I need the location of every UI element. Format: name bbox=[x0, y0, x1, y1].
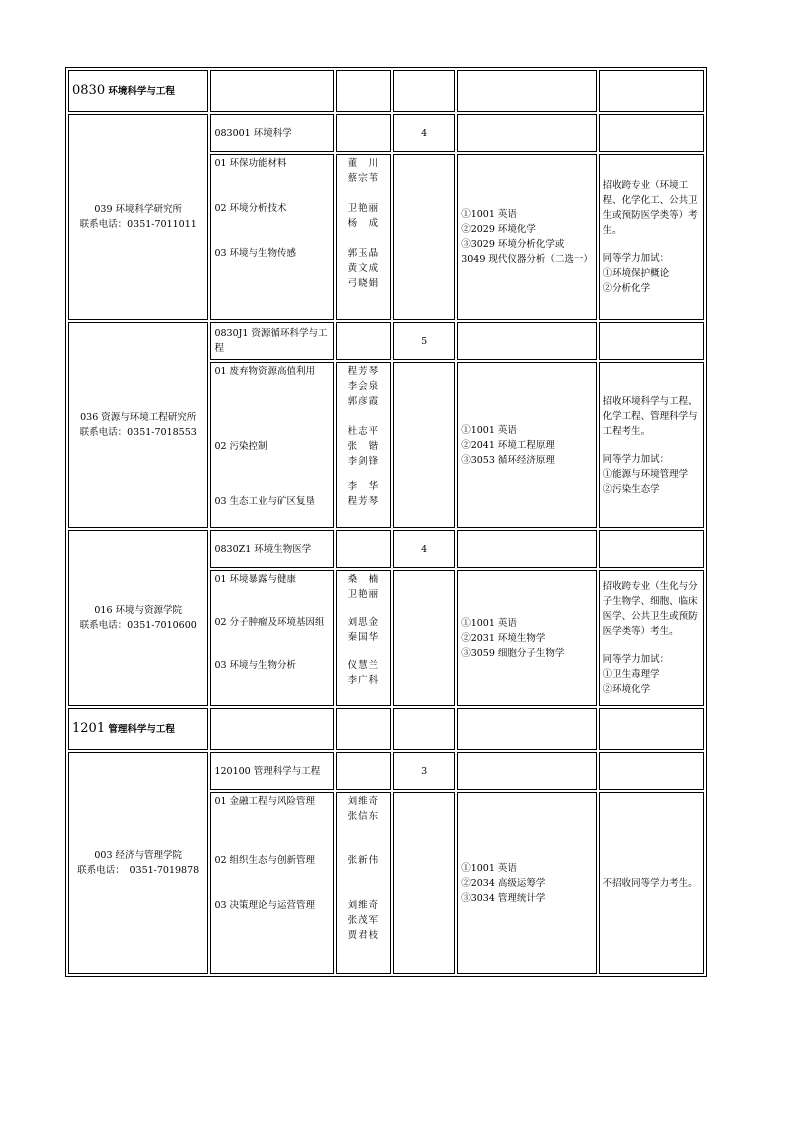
major-name: 0830J1 资源循环科学与工程 bbox=[210, 322, 333, 360]
major-row bbox=[68, 530, 704, 568]
empty-cell bbox=[599, 708, 704, 750]
institute-phone: 联系电话：0351-7011011 bbox=[79, 219, 197, 230]
supervisors-cell bbox=[336, 570, 391, 706]
supervisor-name: 桑 楠 bbox=[347, 574, 380, 585]
major-row bbox=[68, 322, 704, 360]
major-name: 120100 管理科学与工程 bbox=[210, 752, 333, 790]
empty-cell bbox=[599, 70, 704, 112]
directions-cell bbox=[210, 570, 333, 706]
direction-name: 03 环境与生物分析 bbox=[214, 660, 297, 671]
empty-cell bbox=[210, 70, 333, 112]
institute-phone: 联系电话：0351-7018553 bbox=[79, 427, 197, 438]
empty-cell bbox=[210, 708, 333, 750]
notes-cell bbox=[599, 570, 704, 706]
supervisor-name: 李会泉 bbox=[347, 381, 380, 392]
empty-cell bbox=[336, 70, 391, 112]
supervisor-name: 郭彦霞 bbox=[347, 396, 380, 407]
empty-cell bbox=[336, 752, 391, 790]
supervisor-name: 弓晓娟 bbox=[347, 278, 380, 289]
discipline-row bbox=[68, 70, 704, 112]
note-text: 同等学力加试： bbox=[602, 253, 670, 264]
directions-cell bbox=[210, 154, 333, 320]
direction-name: 02 分子肿瘤及环境基因组 bbox=[214, 617, 325, 628]
direction-name: 01 金融工程与风险管理 bbox=[214, 796, 316, 807]
supervisor-name: 刘维奇 bbox=[347, 796, 380, 807]
major-row bbox=[68, 752, 704, 790]
note-text: ①能源与环境管理学 bbox=[602, 468, 689, 480]
supervisor-name: 杜志平 bbox=[347, 426, 380, 437]
exam-subject: ①1001 英语 bbox=[461, 617, 517, 629]
supervisor-name: 董 川 bbox=[347, 158, 380, 169]
empty-cell bbox=[599, 114, 704, 152]
note-text: ②污染生态学 bbox=[602, 483, 660, 495]
note-text bbox=[603, 639, 700, 652]
major-name: 083001 环境科学 bbox=[210, 114, 333, 152]
note-text: ①环境保护概论 bbox=[602, 268, 670, 279]
note-text: 招收跨专业（生化与分子生物学、细胞、临床医学、公共卫生或预防医学类等）考生。 bbox=[602, 581, 698, 637]
empty-cell bbox=[457, 70, 596, 112]
note-text: 不招收同等学力考生。 bbox=[602, 877, 698, 889]
institute-cell bbox=[68, 322, 208, 528]
direction-name: 03 生态工业与矿区复垦 bbox=[214, 496, 316, 507]
direction-name: 02 环境分析技术 bbox=[214, 203, 287, 214]
quota: 3 bbox=[393, 752, 455, 790]
supervisor-name: 蔡宗苇 bbox=[347, 173, 380, 184]
supervisor-name: 秦国华 bbox=[347, 632, 380, 643]
supervisor-name: 程芳琴 bbox=[347, 496, 380, 507]
empty-cell bbox=[393, 570, 455, 706]
exam-subject: ③3053 循环经济原理 bbox=[461, 454, 555, 466]
institute-name: 003 经济与管理学院 bbox=[94, 850, 183, 861]
exam-subject: ③3029 环境分析化学或 bbox=[461, 239, 565, 250]
supervisor-name: 贾君枝 bbox=[347, 930, 380, 941]
notes-cell bbox=[599, 792, 704, 974]
direction-name: 02 污染控制 bbox=[214, 441, 268, 452]
supervisor-name: 郭玉晶 bbox=[347, 248, 380, 259]
supervisor-name: 刘维奇 bbox=[347, 900, 380, 911]
supervisor-name: 张新伟 bbox=[347, 855, 380, 866]
major-name: 0830Z1 环境生物医学 bbox=[210, 530, 333, 568]
empty-cell bbox=[393, 708, 455, 750]
institute-cell bbox=[68, 114, 208, 320]
supervisor-name: 李广科 bbox=[347, 675, 380, 686]
discipline-title bbox=[68, 70, 208, 112]
institute-phone: 联系电话：0351-7010600 bbox=[79, 620, 197, 631]
empty-cell bbox=[336, 322, 391, 360]
discipline-code: 0830 bbox=[72, 83, 106, 98]
discipline-row bbox=[68, 708, 704, 750]
note-text: 招收跨专业（环境工程、化学化工、公共卫生或预防医学类等）考生。 bbox=[602, 180, 698, 236]
note-text: ②环境化学 bbox=[602, 684, 651, 695]
note-text bbox=[603, 238, 700, 251]
supervisors-cell bbox=[336, 154, 391, 320]
institute-cell bbox=[68, 530, 208, 706]
supervisor-name: 卫艳丽 bbox=[347, 589, 380, 600]
quota: 4 bbox=[393, 530, 455, 568]
empty-cell bbox=[336, 530, 391, 568]
exams-cell bbox=[457, 362, 596, 528]
direction-name: 01 环保功能材料 bbox=[214, 158, 287, 169]
exams-cell bbox=[457, 154, 596, 320]
direction-name: 01 环境暴露与健康 bbox=[214, 574, 297, 585]
institute-name: 036 资源与环境工程研究所 bbox=[80, 412, 197, 423]
direction-name: 03 环境与生物传感 bbox=[214, 248, 297, 259]
exams-cell bbox=[457, 570, 596, 706]
note-text: ②分析化学 bbox=[602, 283, 651, 294]
quota: 4 bbox=[393, 114, 455, 152]
supervisor-name: 张茂军 bbox=[347, 915, 380, 926]
exam-subject: ③3034 管理统计学 bbox=[461, 892, 546, 904]
institute-phone: 联系电话： 0351-7019878 bbox=[77, 865, 200, 876]
supervisor-name: 黄文成 bbox=[347, 263, 380, 274]
supervisor-name: 张信东 bbox=[347, 811, 380, 822]
empty-cell bbox=[599, 530, 704, 568]
exam-subject: ②2034 高级运筹学 bbox=[461, 877, 546, 889]
institute-name: 039 环境科学研究所 bbox=[94, 204, 183, 215]
supervisor-name: 卫艳丽 bbox=[347, 203, 380, 214]
empty-cell bbox=[393, 70, 455, 112]
notes-cell bbox=[599, 362, 704, 528]
exam-subject: 3049 现代仪器分析（二选一） bbox=[461, 254, 593, 265]
direction-name: 03 决策理论与运营管理 bbox=[214, 900, 316, 911]
supervisor-name: 杨 成 bbox=[347, 218, 380, 229]
direction-name: 02 组织生态与创新管理 bbox=[214, 855, 316, 866]
note-text: 招收环境科学与工程、化学工程、管理科学与工程考生。 bbox=[602, 395, 698, 437]
exams-cell bbox=[457, 792, 596, 974]
note-text bbox=[603, 439, 700, 452]
exam-subject: ①1001 英语 bbox=[461, 862, 517, 874]
institute-name: 016 环境与资源学院 bbox=[94, 605, 183, 616]
empty-cell bbox=[457, 322, 596, 360]
institute-cell bbox=[68, 752, 208, 974]
discipline-title bbox=[68, 708, 208, 750]
empty-cell bbox=[393, 154, 455, 320]
exam-subject: ③3059 细胞分子生物学 bbox=[461, 647, 565, 659]
supervisor-name: 刘思金 bbox=[347, 617, 380, 628]
discipline-name: 环境科学与工程 bbox=[108, 86, 175, 97]
empty-cell bbox=[457, 752, 596, 790]
exam-subject: ②2029 环境化学 bbox=[461, 224, 536, 235]
empty-cell bbox=[457, 708, 596, 750]
note-text: 同等学力加试： bbox=[602, 453, 670, 465]
note-text: ①卫生毒理学 bbox=[602, 669, 660, 680]
exam-subject: ①1001 英语 bbox=[461, 424, 517, 436]
discipline-name: 管理科学与工程 bbox=[108, 724, 175, 735]
supervisor-name: 张 锴 bbox=[347, 441, 380, 452]
notes-cell bbox=[599, 154, 704, 320]
directions-cell bbox=[210, 792, 333, 974]
exam-subject: ②2031 环境生物学 bbox=[461, 632, 546, 644]
supervisor-name: 李 华 bbox=[347, 481, 380, 492]
supervisors-cell bbox=[336, 792, 391, 974]
empty-cell bbox=[393, 792, 455, 974]
directions-cell bbox=[210, 362, 333, 528]
empty-cell bbox=[336, 708, 391, 750]
empty-cell bbox=[599, 752, 704, 790]
exam-subject: ①1001 英语 bbox=[461, 209, 517, 220]
supervisor-name: 程芳琴 bbox=[347, 366, 380, 377]
empty-cell bbox=[336, 114, 391, 152]
discipline-code: 1201 bbox=[72, 721, 106, 736]
direction-name: 01 废弃物资源高值利用 bbox=[214, 366, 316, 377]
empty-cell bbox=[457, 114, 596, 152]
empty-cell bbox=[393, 362, 455, 528]
quota: 5 bbox=[393, 322, 455, 360]
major-row bbox=[68, 114, 704, 152]
empty-cell bbox=[599, 322, 704, 360]
note-text: 同等学力加试： bbox=[602, 654, 670, 665]
enrollment-catalog-table bbox=[65, 67, 707, 977]
supervisor-name: 李剑锋 bbox=[347, 456, 380, 467]
exam-subject: ②2041 环境工程原理 bbox=[461, 439, 555, 451]
supervisor-name: 仪慧兰 bbox=[347, 660, 380, 671]
empty-cell bbox=[457, 530, 596, 568]
supervisors-cell bbox=[336, 362, 391, 528]
